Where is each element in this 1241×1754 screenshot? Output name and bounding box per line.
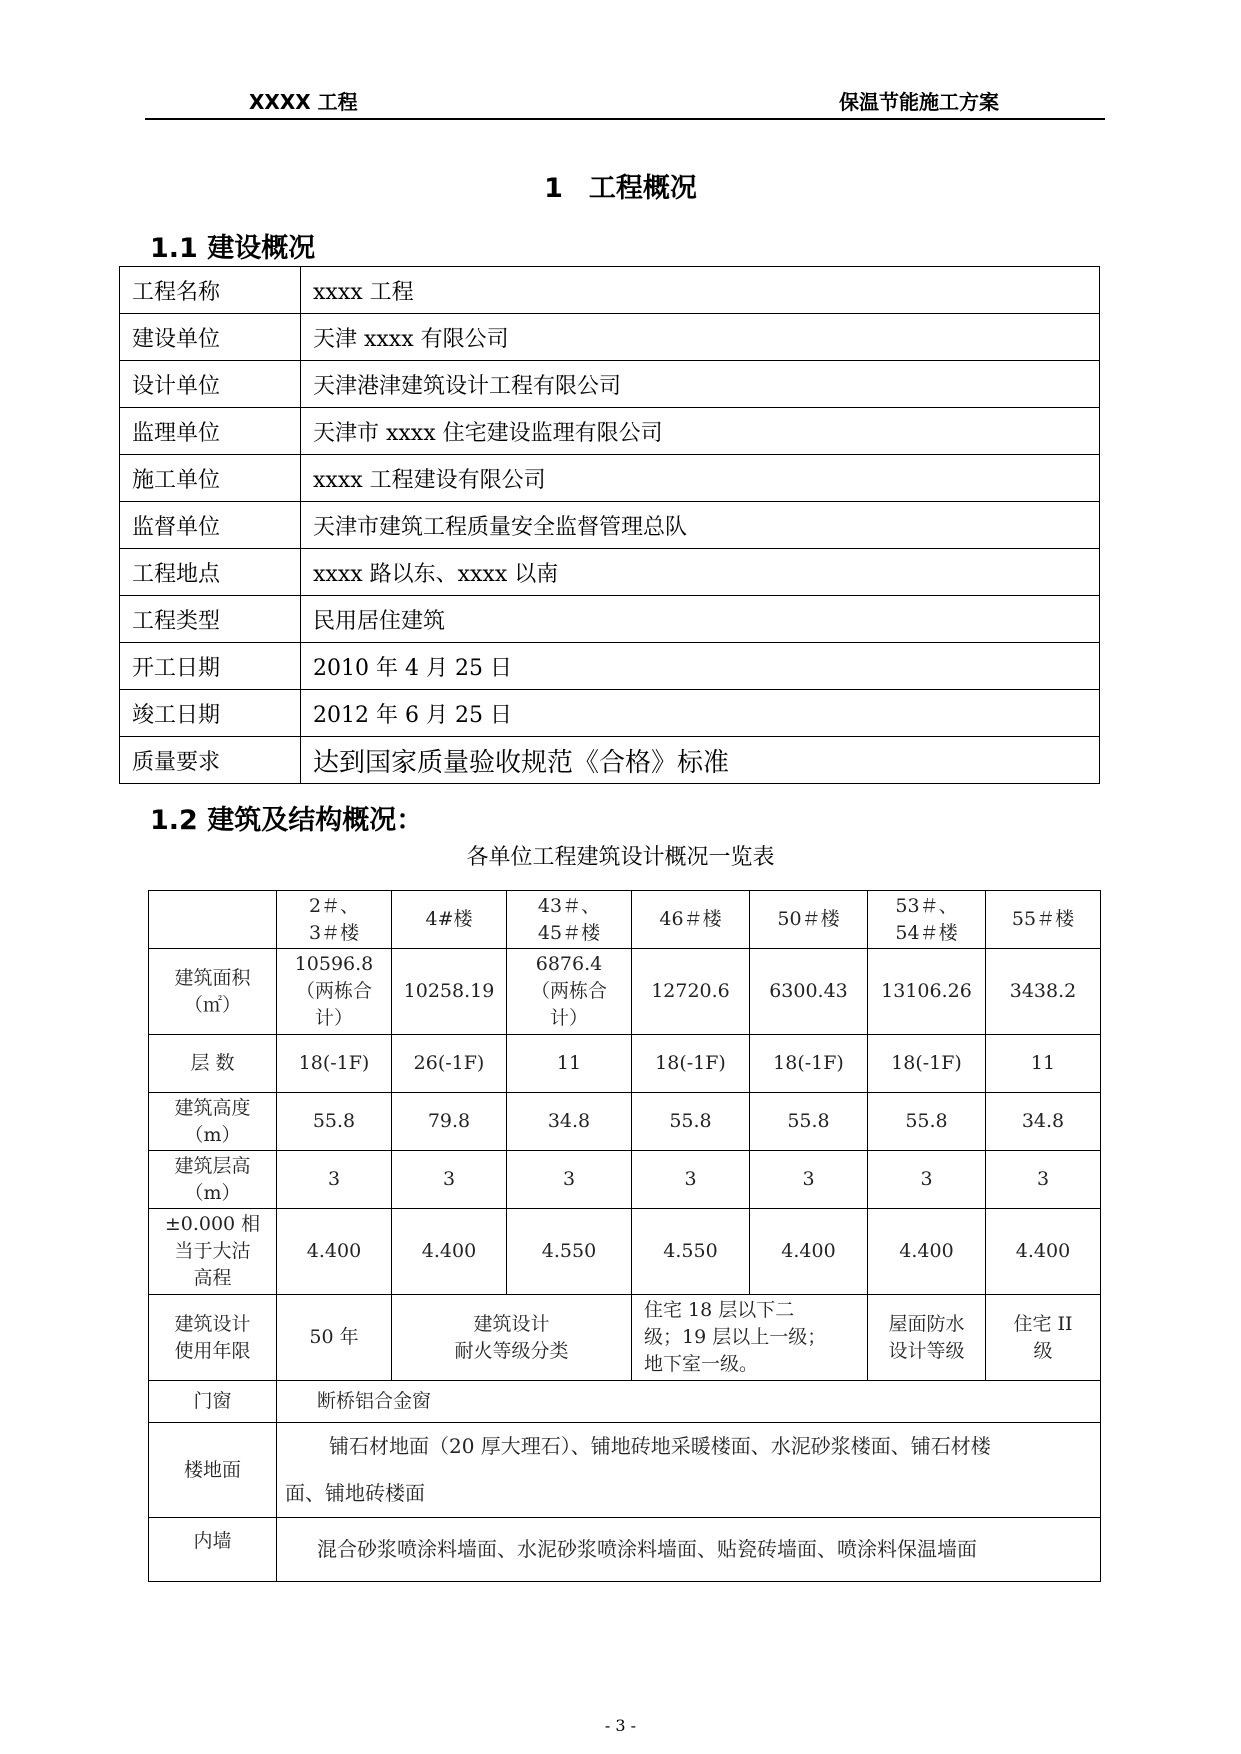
overview-value: 天津市建筑工程质量安全监督管理总队 <box>301 502 1100 549</box>
area-cell: 10596.8 （两栋合 计） <box>277 949 392 1035</box>
elev-cell: 4.550 <box>632 1209 750 1295</box>
overview-key: 工程地点 <box>120 549 301 596</box>
storey-cell: 3 <box>392 1151 507 1209</box>
storey-cell: 3 <box>632 1151 750 1209</box>
fire-value: 住宅 18 层以下二 级；19 层以上一级； 地下室一级。 <box>632 1295 868 1381</box>
table-row <box>120 267 1100 314</box>
table-row <box>149 1518 1101 1582</box>
header-document-title: 保温节能施工方案 <box>839 90 999 114</box>
table-row <box>149 1209 1101 1295</box>
floors-cell: 18(-1F) <box>868 1035 986 1093</box>
floors-cell: 11 <box>986 1035 1101 1093</box>
overview-key: 质量要求 <box>120 737 301 784</box>
area-cell: 10258.19 <box>392 949 507 1035</box>
table-row <box>120 361 1100 408</box>
height-cell: 34.8 <box>507 1093 632 1151</box>
door-value: 断桥铝合金窗 <box>277 1381 1101 1423</box>
overview-value: xxxx 工程 <box>301 267 1100 314</box>
overview-value: 天津 xxxx 有限公司 <box>301 314 1100 361</box>
roof-label: 屋面防水 设计等级 <box>868 1295 986 1381</box>
overview-value: 2010 年 4 月 25 日 <box>301 643 1100 690</box>
height-cell: 55.8 <box>750 1093 868 1151</box>
overview-value: 天津市 xxxx 住宅建设监理有限公司 <box>301 408 1100 455</box>
column-header: 50＃楼 <box>750 891 868 949</box>
overview-value: xxxx 工程建设有限公司 <box>301 455 1100 502</box>
table-row <box>149 891 1101 949</box>
header-project-name: XXXX 工程 <box>249 90 358 114</box>
section-title: 工程概况 <box>588 173 697 204</box>
overview-value: 天津港津建筑设计工程有限公司 <box>301 361 1100 408</box>
section-number: 1 <box>544 173 563 204</box>
row-label-life: 建筑设计 使用年限 <box>149 1295 277 1381</box>
row-label-floor: 楼地面 <box>149 1423 277 1518</box>
table-row <box>149 1093 1101 1151</box>
floors-cell: 26(-1F) <box>392 1035 507 1093</box>
page-number: - 3 - <box>604 1716 637 1735</box>
storey-cell: 3 <box>868 1151 986 1209</box>
floors-cell: 11 <box>507 1035 632 1093</box>
row-label-storey: 建筑层高 （m） <box>149 1151 277 1209</box>
overview-key: 施工单位 <box>120 455 301 502</box>
table-row <box>149 1035 1101 1093</box>
height-cell: 79.8 <box>392 1093 507 1151</box>
table-row <box>120 596 1100 643</box>
area-cell: 3438.2 <box>986 949 1101 1035</box>
page-header <box>145 86 1105 120</box>
overview-value: 达到国家质量验收规范《合格》标准 <box>301 737 1100 784</box>
table-row <box>120 455 1100 502</box>
row-label-wall: 内墙 <box>149 1518 277 1582</box>
row-label-floors: 层 数 <box>149 1035 277 1093</box>
overview-key: 竣工日期 <box>120 690 301 737</box>
column-header: 53＃、 54＃楼 <box>868 891 986 949</box>
life-value: 50 年 <box>277 1295 392 1381</box>
area-cell: 6876.4 （两栋合 计） <box>507 949 632 1035</box>
elev-cell: 4.400 <box>392 1209 507 1295</box>
elev-cell: 4.400 <box>868 1209 986 1295</box>
floor-value <box>277 1423 1101 1518</box>
table-caption: 各单位工程建筑设计概况一览表 <box>466 845 775 870</box>
row-label-height: 建筑高度 （m） <box>149 1093 277 1151</box>
storey-cell: 3 <box>507 1151 632 1209</box>
overview-value: 2012 年 6 月 25 日 <box>301 690 1100 737</box>
storey-cell: 3 <box>750 1151 868 1209</box>
area-cell: 12720.6 <box>632 949 750 1035</box>
height-cell: 55.8 <box>277 1093 392 1151</box>
subsection-heading-1: 1.1 建设概况 <box>150 233 316 264</box>
floors-cell: 18(-1F) <box>750 1035 868 1093</box>
elev-cell: 4.400 <box>750 1209 868 1295</box>
fire-label: 建筑设计 耐火等级分类 <box>392 1295 632 1381</box>
overview-key: 设计单位 <box>120 361 301 408</box>
floors-cell: 18(-1F) <box>632 1035 750 1093</box>
building-design-table <box>148 890 1101 1582</box>
table-row <box>120 314 1100 361</box>
area-cell: 6300.43 <box>750 949 868 1035</box>
table-row <box>149 1423 1101 1518</box>
roof-value: 住宅 II 级 <box>986 1295 1101 1381</box>
row-label-area: 建筑面积 （㎡） <box>149 949 277 1035</box>
row-label-door: 门窗 <box>149 1381 277 1423</box>
height-cell: 55.8 <box>632 1093 750 1151</box>
elev-cell: 4.550 <box>507 1209 632 1295</box>
overview-key: 开工日期 <box>120 643 301 690</box>
row-label-elev: ±0.000 相 当于大沽 高程 <box>149 1209 277 1295</box>
section-heading <box>0 166 1241 205</box>
elev-cell: 4.400 <box>986 1209 1101 1295</box>
table-row <box>149 1381 1101 1423</box>
table-row <box>120 737 1100 784</box>
table-row <box>149 949 1101 1035</box>
subsection-heading-2: 1.2 建筑及结构概况： <box>150 805 424 836</box>
area-cell: 13106.26 <box>868 949 986 1035</box>
floor-value-line-1: 铺石材地面（20 厚大理石）、铺地砖地采暖楼面、水泥砂浆楼面、铺石材楼 <box>329 1434 991 1458</box>
overview-key: 监督单位 <box>120 502 301 549</box>
floor-value-line-2: 面、铺地砖楼面 <box>285 1481 425 1505</box>
table-row <box>120 549 1100 596</box>
overview-key: 监理单位 <box>120 408 301 455</box>
wall-value: 混合砂浆喷涂料墙面、水泥砂浆喷涂料墙面、贴瓷砖墙面、喷涂料保温墙面 <box>277 1518 1101 1582</box>
table-row <box>120 643 1100 690</box>
overview-key: 建设单位 <box>120 314 301 361</box>
column-header: 2＃、 3＃楼 <box>277 891 392 949</box>
column-header: 46＃楼 <box>632 891 750 949</box>
overview-value: 民用居住建筑 <box>301 596 1100 643</box>
elev-cell: 4.400 <box>277 1209 392 1295</box>
table-row <box>120 408 1100 455</box>
overview-key: 工程名称 <box>120 267 301 314</box>
construction-overview-table <box>119 266 1100 784</box>
table-row <box>149 1151 1101 1209</box>
overview-key: 工程类型 <box>120 596 301 643</box>
table-row <box>149 1295 1101 1381</box>
header-empty-cell <box>149 891 277 949</box>
storey-cell: 3 <box>986 1151 1101 1209</box>
height-cell: 55.8 <box>868 1093 986 1151</box>
table-row <box>120 690 1100 737</box>
column-header: 4#楼 <box>392 891 507 949</box>
column-header: 43＃、 45＃楼 <box>507 891 632 949</box>
overview-value: xxxx 路以东、xxxx 以南 <box>301 549 1100 596</box>
column-header: 55＃楼 <box>986 891 1101 949</box>
storey-cell: 3 <box>277 1151 392 1209</box>
height-cell: 34.8 <box>986 1093 1101 1151</box>
table-row <box>120 502 1100 549</box>
floors-cell: 18(-1F) <box>277 1035 392 1093</box>
